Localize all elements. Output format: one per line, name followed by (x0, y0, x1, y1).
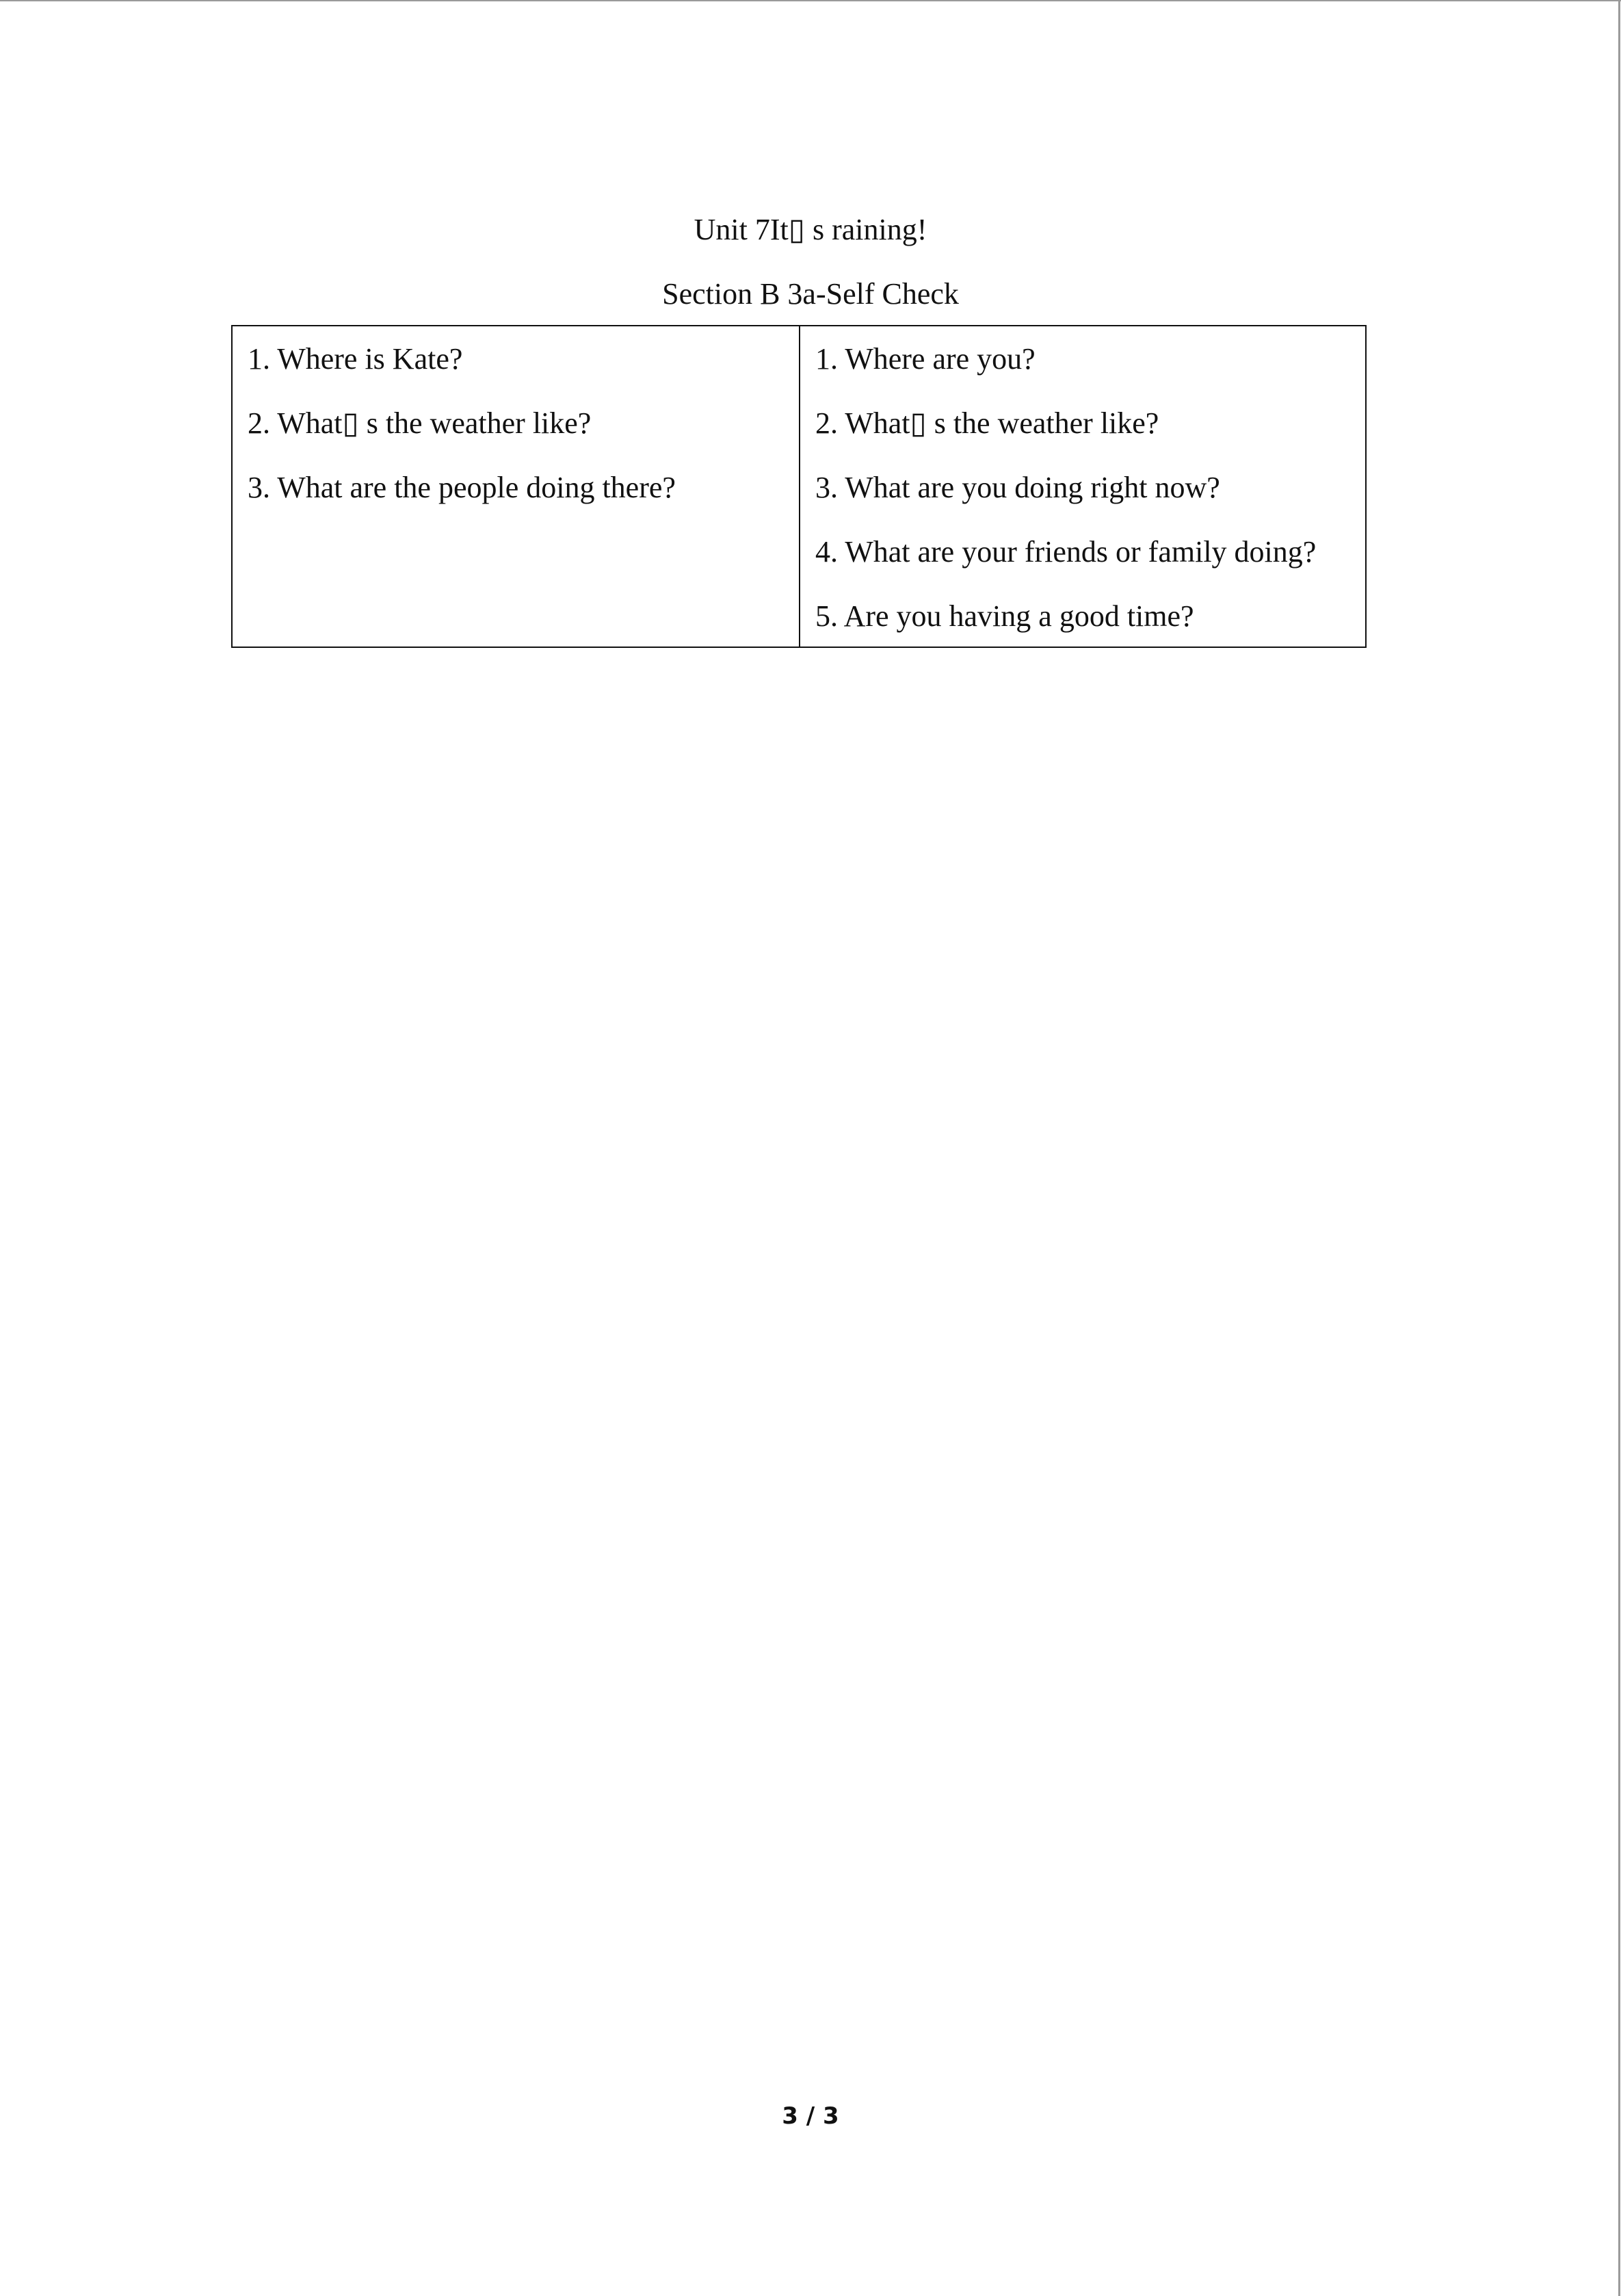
page-top-border (0, 0, 1621, 1)
question-item: 4. What are your friends or family doing? (815, 535, 1317, 569)
question-item: 3. What are you doing right now? (815, 471, 1220, 504)
page-number: 3 / 3 (782, 2102, 839, 2130)
section-title: Section B 3a-Self Check (662, 277, 959, 311)
page-right-border (1618, 0, 1620, 2296)
question-item: 2. What▯ s the weather like? (248, 406, 592, 440)
unit-title: Unit 7It▯ s raining! (694, 213, 927, 246)
questions-table (231, 325, 1367, 648)
question-item: 1. Where are you? (815, 342, 1036, 376)
question-item: 3. What are the people doing there? (248, 471, 676, 504)
question-item: 5. Are you having a good time? (815, 599, 1194, 633)
question-item: 1. Where is Kate? (248, 342, 463, 376)
questions-column-left (233, 326, 800, 647)
question-item: 2. What▯ s the weather like? (815, 406, 1159, 440)
questions-column-right (800, 326, 1365, 647)
